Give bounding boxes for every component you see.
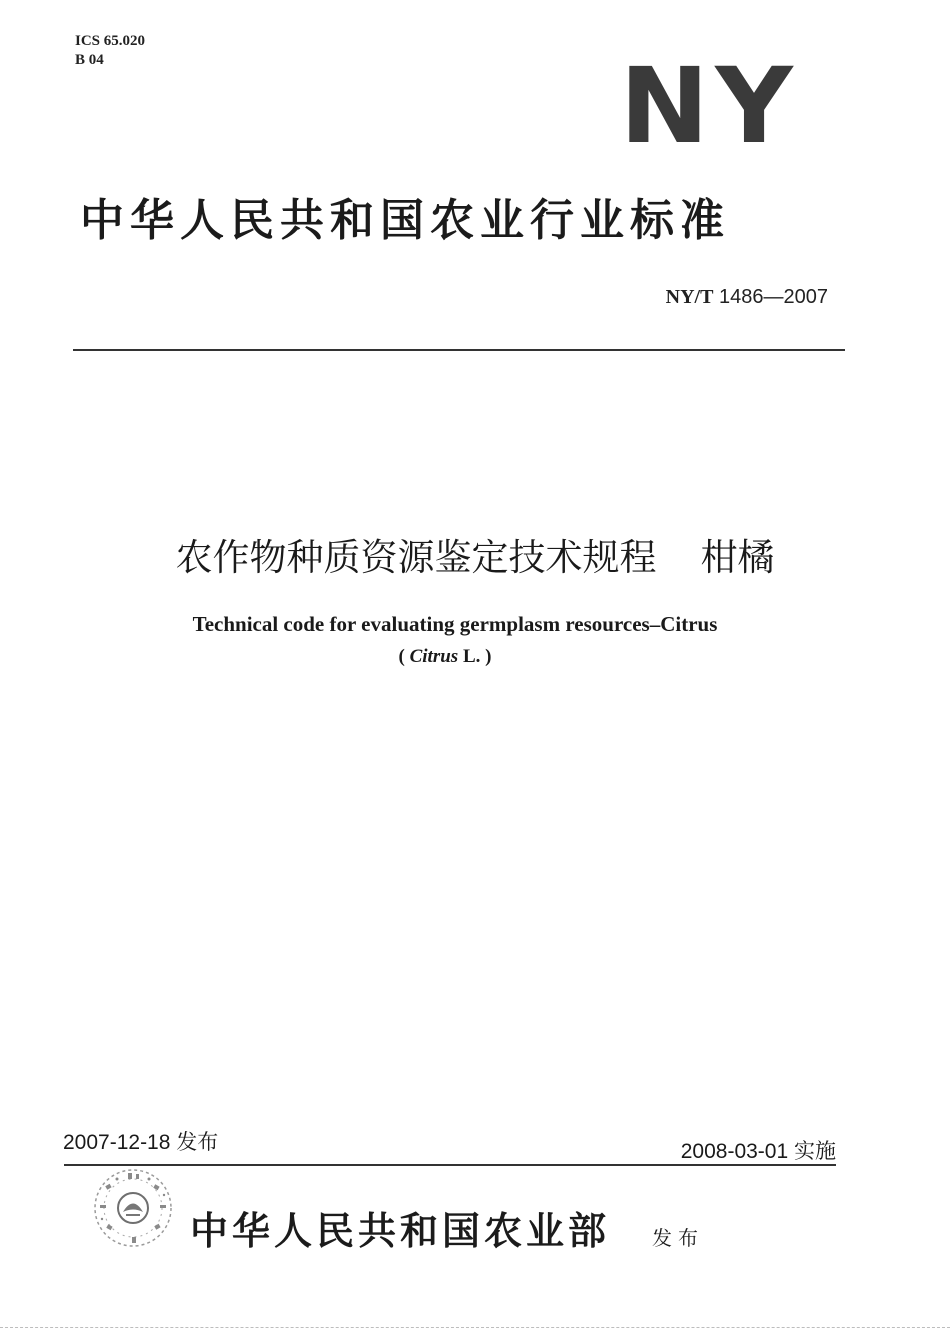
ny-standard-logo: NY bbox=[619, 45, 800, 167]
footer-divider bbox=[64, 1164, 836, 1166]
ministry-seal-icon bbox=[92, 1167, 174, 1249]
title-cn-main: 农作物种质资源鉴定技术规程 bbox=[175, 536, 657, 579]
document-subtitle-en bbox=[0, 646, 890, 668]
document-title-en: Technical code for evaluating germplasm resources–Citrus bbox=[192, 612, 718, 636]
standard-number bbox=[666, 286, 828, 309]
subtitle-close: L. ) bbox=[458, 646, 492, 667]
subtitle-genus: Citrus bbox=[409, 646, 459, 667]
ics-code: ICS 65.020 bbox=[75, 33, 146, 49]
standard-number-value: 1486—2007 bbox=[719, 286, 828, 308]
issue-date: 2007-12-18 发布 bbox=[63, 1131, 219, 1154]
header-divider bbox=[73, 349, 845, 351]
scan-edge-line bbox=[0, 1327, 950, 1329]
classification-codes bbox=[75, 32, 145, 70]
standard-category-title: 中华人民共和国农业行业标准 bbox=[80, 195, 730, 246]
title-cn-crop: 柑橘 bbox=[700, 536, 775, 579]
issuing-action: 发布 bbox=[652, 1226, 704, 1250]
standard-number-prefix: NY/T bbox=[665, 286, 714, 308]
document-title-cn bbox=[0, 527, 950, 581]
subtitle-open: ( bbox=[398, 646, 410, 667]
ccs-code: B 04 bbox=[75, 52, 104, 68]
implementation-date: 2008-03-01 实施 bbox=[680, 1140, 836, 1163]
issuing-authority: 中华人民共和国农业部 bbox=[190, 1208, 611, 1253]
